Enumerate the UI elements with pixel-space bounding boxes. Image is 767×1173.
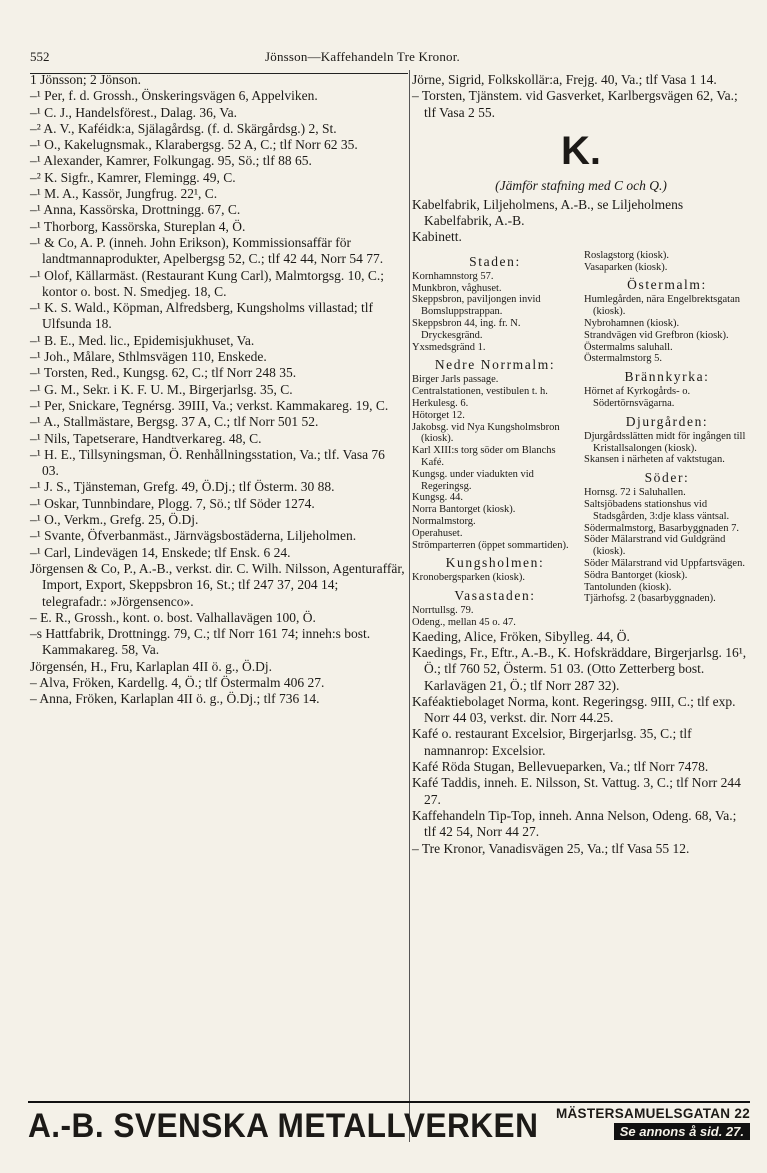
directory-entry: –¹ Anna, Kassörska, Drottningg. 67, C. [30, 202, 241, 218]
kiosk-location: Södermalmstorg, Basarbyggnaden 7. [584, 522, 739, 534]
directory-entry: –¹ J. S., Tjänsteman, Grefg. 49, Ö.Dj.; tlf Österm. 30 88. [30, 479, 335, 495]
kiosk-location: Odeng., mellan 45 o. 47. [412, 616, 516, 628]
kiosk-district-heading: Söder: [644, 470, 690, 486]
directory-entry: –¹ Olof, Källarmäst. (Restaurant Kung Carl), Malmtorgsg. 10, C.; kontor o. bost. N. Smedjeg. 18, C. [30, 267, 384, 299]
kiosk-location: Karl XIII:s torg söder om Blanchs Kafé. [412, 445, 556, 468]
kiosk-location: Östermalmstorg 5. [584, 353, 662, 365]
kiosk-location: Östermalms saluhall. [584, 341, 673, 353]
kiosk-location: Kornhamnstorg 57. [412, 270, 494, 282]
directory-entry: – Tre Kronor, Vanadisvägen 25, Va.; tlf Vasa 55 12. [412, 840, 690, 856]
kiosk-location: Birger Jarls passage. [412, 374, 499, 386]
kiosk-location: Vasaparken (kiosk). [584, 261, 668, 273]
directory-entry: –¹ Joh., Målare, Sthlmsvägen 110, Enskede. [30, 349, 267, 365]
kiosk-location: Norra Bantorget (kiosk). [412, 504, 516, 516]
kiosk-district-heading: Djurgården: [625, 413, 709, 429]
directory-entry: – Anna, Fröken, Karlaplan 4II ö. g., Ö.Dj.; tlf 736 14. [30, 691, 320, 707]
kiosk-location: Kungsg. 44. [412, 492, 464, 504]
directory-entry: Kafé Röda Stugan, Bellevueparken, Va.; tlf Norr 7478. [412, 759, 709, 775]
kiosk-district-heading: Nedre Norrmalm: [434, 357, 556, 373]
kiosk-location: Nybrohamnen (kiosk). [584, 317, 680, 329]
directory-entry: –¹ Thorborg, Kassörska, Stureplan 4, Ö. [30, 218, 246, 234]
directory-entry: –¹ Per, Snickare, Tegnérsg. 39III, Va.; verkst. Kammakareg. 19, C. [30, 397, 389, 413]
kiosk-location: Djurgårdsslätten midt för ingången till Kristallsalongen (kiosk). [584, 430, 746, 454]
directory-entry: –² K. Sigfr., Kamrer, Flemingg. 49, C. [30, 169, 236, 185]
directory-entry: –¹ Torsten, Red., Kungsg. 62, C.; tlf Norr 248 35. [30, 365, 297, 381]
directory-entry: –¹ & Co, A. P. (inneh. John Erikson), Kommissionsaffär för landtmannaprodukter, Apelbergsg 52, C.; tlf 42 44, Norr 54 77. [30, 234, 384, 267]
directory-entry: Jörgensen & Co, P., A.-B., verkst. dir. C. Wilh. Nilsson, Agenturaffär, Import, Export, Skeppsbron 16, St.; tlf 247 37, 204 14; telegrafadr.: »Jörgensenco». [30, 560, 405, 609]
kiosk-district-heading: Brännkyrka: [624, 369, 710, 385]
kiosk-location: Hornsg. 72 i Saluhallen. [584, 487, 686, 499]
page-header [30, 49, 745, 69]
kiosk-location: Kronobergsparken (kiosk). [412, 572, 525, 584]
directory-entry: –¹ G. M., Sekr. i K. F. U. M., Birgerjarlsg. 35, C. [30, 381, 293, 397]
kiosk-location: Normalmstorg. [412, 515, 476, 527]
kiosk-location: Strömparterren (öppet sommartiden). [412, 539, 569, 551]
directory-entry: Jörgensén, H., Fru, Karlaplan 4II ö. g., Ö.Dj. [30, 658, 272, 674]
directory-entry: –¹ Nils, Tapetserare, Handtverkareg. 48, C. [30, 430, 262, 446]
kiosk-location: Saltsjöbadens stationshus vid Stadsgården, 3:dje klass väntsal. [584, 498, 730, 522]
advertisement-reference: Se annons å sid. 27. [614, 1123, 750, 1140]
kiosk-district-heading: Kungsholmen: [445, 555, 545, 571]
column-divider [409, 70, 410, 1142]
left-column [30, 72, 405, 708]
directory-entry: –¹ K. S. Wald., Köpman, Alfredsberg, Kungsholms villastad; tlf Ulfsunda 18. [30, 300, 373, 332]
kiosk-column-left [412, 250, 578, 629]
kiosk-location: Skansen i närheten af vaktstugan. [584, 454, 725, 466]
directory-entry: –¹ Per, f. d. Grossh., Önskeringsvägen 6, Appelviken. [30, 88, 318, 104]
running-title: Jönsson—Kaffehandeln Tre Kronor. [265, 49, 461, 64]
kiosk-locations [412, 250, 750, 629]
directory-entry: –¹ O., Kakelugnsmak., Klarabergsg. 52 A, C.; tlf Norr 62 35. [30, 137, 358, 153]
kiosk-location: Yxsmedsgränd 1. [412, 341, 486, 353]
directory-entry: –¹ Svante, Öfverbanmäst., Järnvägsbostäderna, Liljeholmen. [30, 528, 357, 544]
directory-entry: Kabinett. [412, 229, 462, 245]
advertiser-info [540, 1106, 750, 1141]
kiosk-location: Centralstationen, vestibulen t. h. [412, 386, 548, 398]
kiosk-location: Söder Mälarstrand vid Guldgränd (kiosk). [584, 534, 726, 558]
kiosk-location: Kungsg. under viadukten vid Regeringsg. [412, 468, 534, 492]
directory-entry: –s Hattfabrik, Drottningg. 79, C.; tlf Norr 161 74; inneh:s bost. Kammakareg. 58, Va. [30, 626, 371, 658]
kiosk-location: Hötorget 12. [412, 409, 465, 421]
kiosk-location: Operahuset. [412, 527, 463, 539]
right-column [412, 72, 750, 857]
directory-entry: 1 Jönsson; 2 Jönson. [30, 72, 142, 87]
advertiser-name: A.-B. SVENSKA METALLVERKEN [28, 1106, 539, 1145]
advertiser-address: MÄSTERSAMUELSGATAN 22 [555, 1106, 750, 1121]
kiosk-location: Tantolunden (kiosk). [584, 581, 672, 593]
directory-entry: –¹ B. E., Med. lic., Epidemisjukhuset, Va. [30, 332, 255, 348]
directory-entry: – Alva, Fröken, Kardellg. 4, Ö.; tlf Östermalm 406 27. [30, 674, 325, 690]
directory-entry: –¹ M. A., Kassör, Jungfrug. 22¹, C. [30, 186, 218, 202]
directory-entry: Kaeding, Alice, Fröken, Sibylleg. 44, Ö. [412, 628, 630, 644]
kiosk-location: Herkulesg. 6. [412, 397, 469, 409]
directory-entry: Kabelfabrik, Liljeholmens, A.-B., se Liljeholmens Kabelfabrik, A.-B. [412, 196, 684, 229]
kiosk-district-heading: Vasastaden: [454, 588, 536, 604]
kiosk-location: Strandvägen vid Grefbron (kiosk). [584, 329, 729, 341]
kiosk-location: Söder Mälarstrand vid Uppfartsvägen. [584, 557, 745, 569]
kiosk-location: Skeppsbron, paviljongen invid Bomsluppstrappan. [412, 294, 541, 318]
kiosk-location: Jakobsg. vid Nya Kungsholmsbron (kiosk). [412, 421, 560, 445]
directory-entry: –¹ Carl, Lindevägen 14, Enskede; tlf Ensk. 6 24. [30, 544, 291, 560]
directory-entry: – Torsten, Tjänstem. vid Gasverket, Karlbergsvägen 62, Va.; tlf Vasa 2 55. [412, 88, 738, 120]
directory-entry: –¹ H. E., Tillsyningsman, Ö. Renhållningsstation, Va.; tlf. Vasa 76 03. [30, 446, 385, 479]
kiosk-location: Hörnet af Kyrkogårds- o. Södertörnsvägarna. [584, 386, 691, 409]
directory-entry: –¹ Alexander, Kamrer, Folkungag. 95, Sö.; tlf 88 65. [30, 153, 312, 169]
directory-entry: –¹ Oskar, Tunnbindare, Plogg. 7, Sö.; tlf Söder 1274. [30, 495, 315, 511]
directory-entry: –¹ C. J., Handelsförest., Dalag. 36, Va. [30, 104, 238, 120]
kiosk-district-heading: Östermalm: [627, 277, 707, 293]
kiosk-location: Roslagstorg (kiosk). [584, 249, 669, 261]
directory-entry: –² A. V., Kaféidk:a, Själagårdsg. (f. d. Skärgårdsg.) 2, St. [30, 120, 337, 136]
kiosk-location: Munkbron, våghuset. [412, 282, 502, 294]
directory-entry: Kafé Taddis, inneh. E. Nilsson, St. Vattug. 3, C.; tlf Norr 244 27. [412, 775, 741, 807]
directory-entry: Kaffehandeln Tip-Top, inneh. Anna Nelson, Odeng. 68, Va.; tlf 42 54, Norr 44 27. [412, 807, 737, 840]
kiosk-location: Tjärhofsg. 2 (basarbyggnaden). [584, 593, 716, 605]
kiosk-location: Norrtullsg. 79. [412, 605, 474, 617]
directory-entry: Kafé o. restaurant Excelsior, Birgerjarlsg. 35, C.; tlf namnanrop: Excelsior. [412, 726, 692, 758]
cross-reference: (Jämför stafning med C och Q.) [495, 177, 667, 193]
directory-entry: –¹ O., Verkm., Grefg. 25, Ö.Dj. [30, 512, 199, 528]
kiosk-district-heading: Staden: [469, 253, 521, 269]
directory-entry: – E. R., Grossh., kont. o. bost. Valhallavägen 100, Ö. [30, 609, 316, 625]
directory-entry: Jörne, Sigrid, Folkskollär:a, Frejg. 40, Va.; tlf Vasa 1 14. [412, 72, 717, 87]
advertisement-banner [28, 1101, 750, 1149]
kiosk-location: Humlegården, nära Engelbrektsgatan (kiosk). [584, 294, 740, 318]
kiosk-column-right [584, 250, 750, 629]
directory-entry: –¹ A., Stallmästare, Bergsg. 37 A, C.; tlf Norr 501 52. [30, 414, 319, 430]
directory-entry: Kaedings, Fr., Eftr., A.-B., K. Hofskräddare, Birgerjarlsg. 16¹, Ö.; tlf 760 52, Österm. 51 03. (Otto Zetterberg bost. Karlavägen 21, Ö.; tlf Norr 287 32). [412, 645, 747, 693]
section-letter: K. [561, 128, 601, 173]
page-number: 552 [30, 49, 50, 64]
kiosk-location: Skeppsbron 44, ing. fr. N. Dryckesgränd. [412, 317, 521, 341]
directory-entry: Kaféaktiebolaget Norma, kont. Regeringsg. 9III, C.; tlf exp. Norr 44 03, verkst. dir. Norr 44.25. [412, 693, 736, 726]
kiosk-location: Södra Bantorget (kiosk). [584, 569, 688, 581]
